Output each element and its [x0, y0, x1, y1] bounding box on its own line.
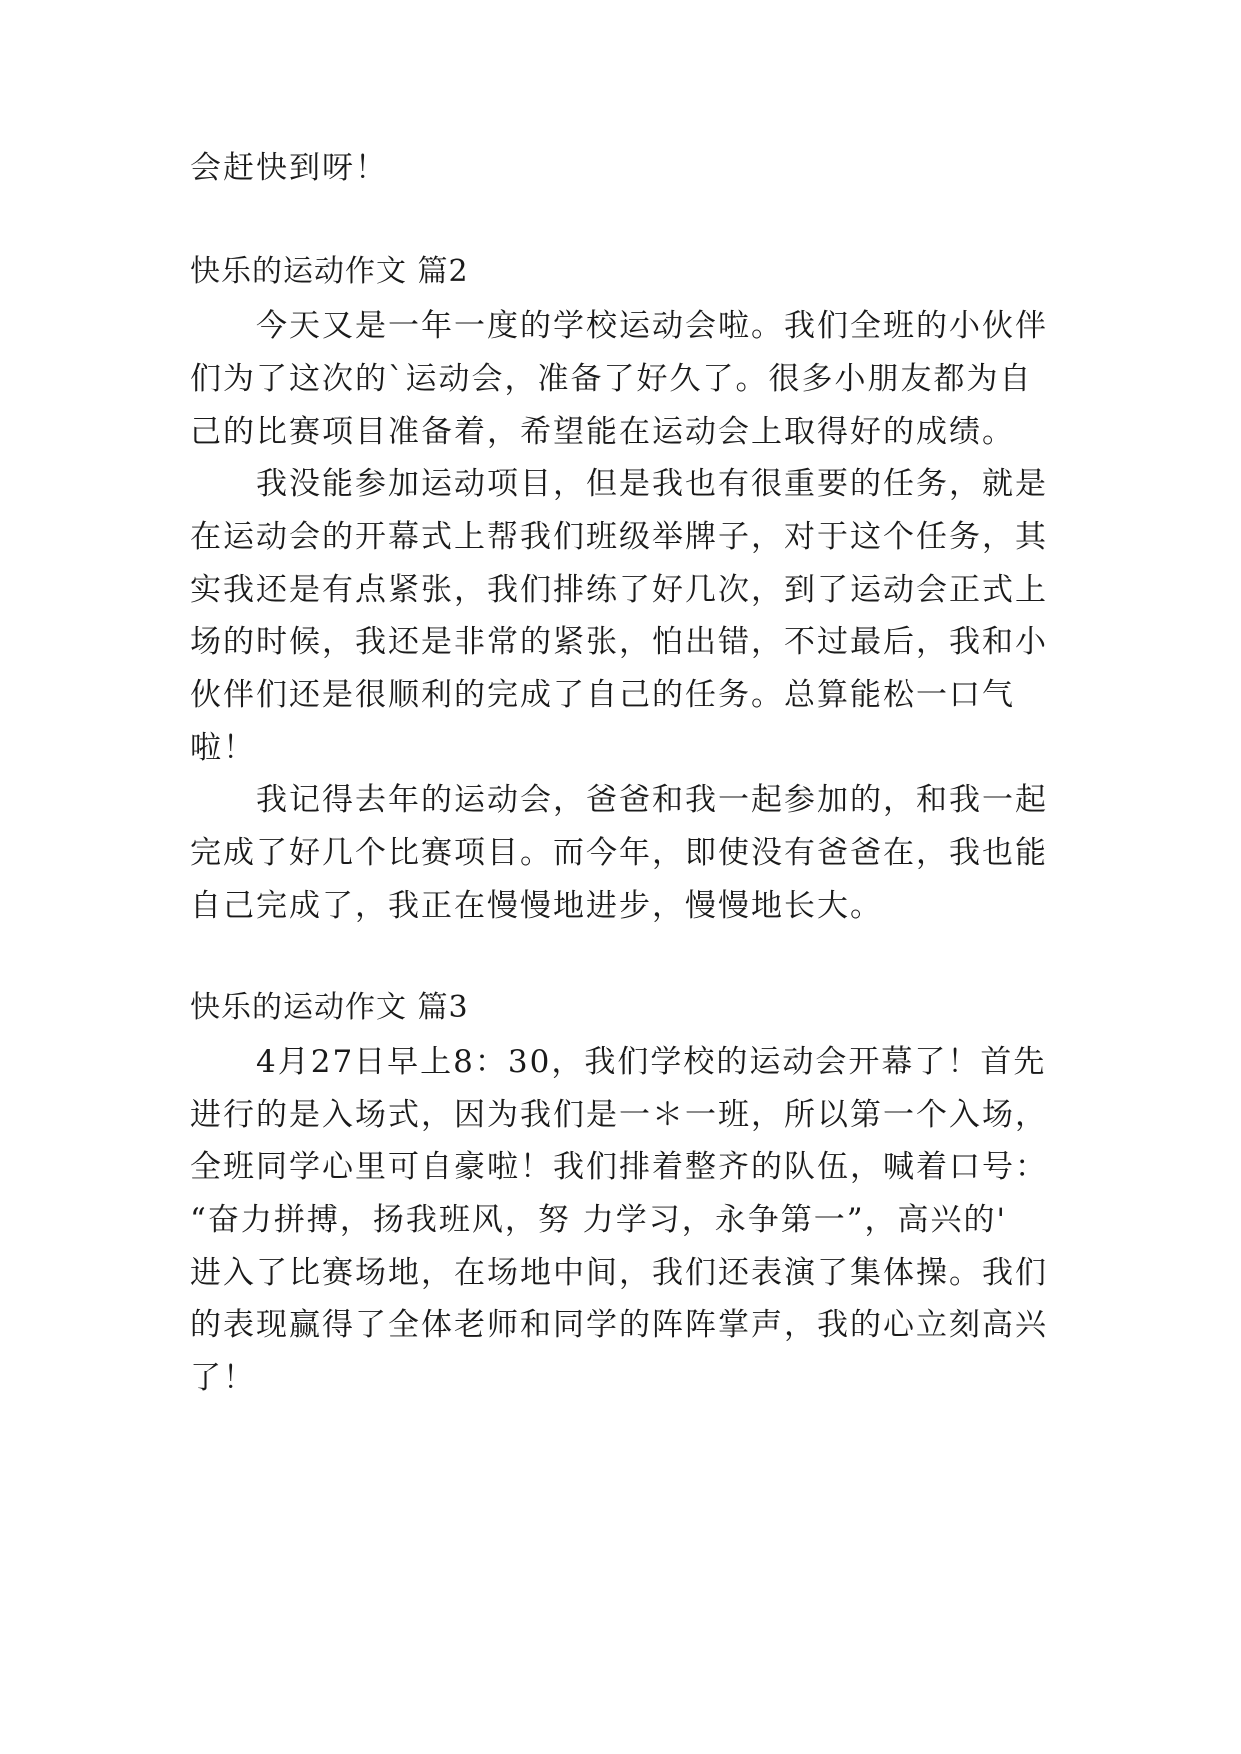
continuation-text: 会赶快到呀！ [190, 150, 388, 186]
paragraph-line: 了！ [190, 1360, 256, 1396]
paragraph-line: 全班同学心里可自豪啦！我们排着整齐的队伍，喊着口号： [190, 1149, 1048, 1185]
paragraph-line: 进行的是入场式，因为我们是一＊一班，所以第一个入场， [190, 1097, 1048, 1133]
paragraph-line: 场的时候，我还是非常的紧张，怕出错，不过最后，我和小 [190, 624, 1048, 660]
paragraph-line: 们为了这次的`运动会，准备了好久了。很多小朋友都为自 [190, 361, 1033, 397]
section-2-title: 快乐的运动作文 篇2 [190, 254, 469, 289]
paragraph-line: 啦！ [190, 730, 256, 766]
paragraph-line: 完成了好几个比赛项目。而今年，即使没有爸爸在，我也能 [190, 835, 1048, 871]
paragraph-line: 实我还是有点紧张，我们排练了好几次，到了运动会正式上 [190, 572, 1048, 608]
paragraph-line: 伙伴们还是很顺利的完成了自己的任务。总算能松一口气 [190, 677, 1015, 713]
paragraph-line: 自己完成了，我正在慢慢地进步，慢慢地长大。 [190, 888, 883, 924]
paragraph-line: 4月27日早上8：30，我们学校的运动会开幕了！首先 [256, 1044, 1047, 1080]
section-3-title: 快乐的运动作文 篇3 [190, 990, 469, 1025]
paragraph-line: 的表现赢得了全体老师和同学的阵阵掌声，我的心立刻高兴 [190, 1307, 1048, 1343]
paragraph-line: 己的比赛项目准备着，希望能在运动会上取得好的成绩。 [190, 414, 1015, 450]
paragraph-line: 我没能参加运动项目，但是我也有很重要的任务，就是 [256, 466, 1048, 502]
paragraph-line: 今天又是一年一度的学校运动会啦。我们全班的小伙伴 [256, 308, 1048, 344]
paragraph-line: 我记得去年的运动会，爸爸和我一起参加的，和我一起 [256, 782, 1048, 818]
paragraph-line: 进入了比赛场地，在场地中间，我们还表演了集体操。我们 [190, 1255, 1048, 1291]
paragraph-line: “奋力拼搏，扬我班风，努 力学习，永争第一”，高兴的' [190, 1202, 1008, 1238]
paragraph-line: 在运动会的开幕式上帮我们班级举牌子，对于这个任务，其 [190, 519, 1048, 555]
